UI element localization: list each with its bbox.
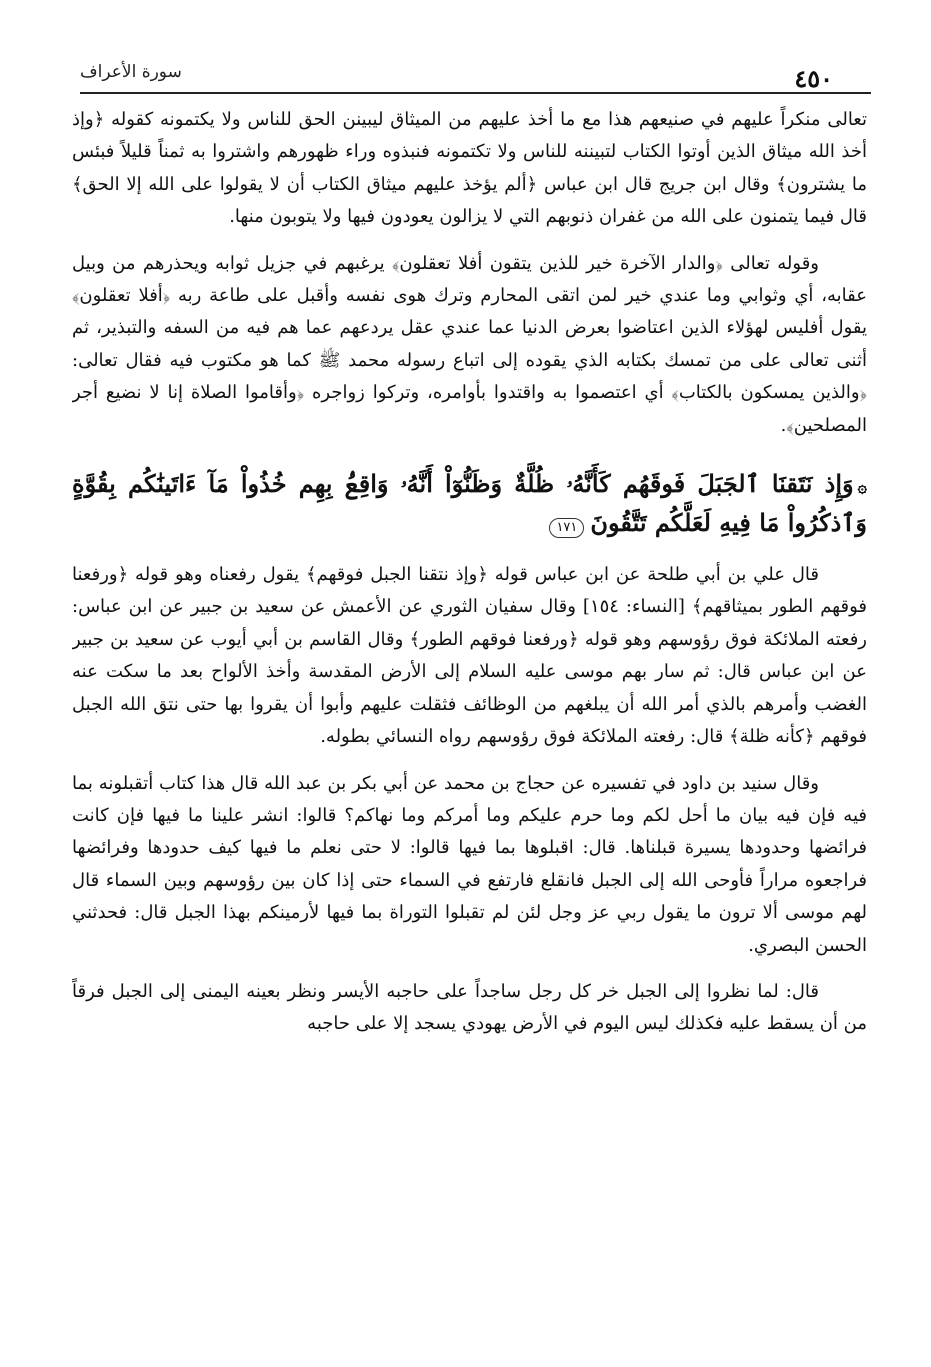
paragraph-3: قال علي بن أبي طلحة عن ابن عباس قوله ﴿وإذ نتقنا الجبل فوقهم﴾ يقول رفعناه وهو قوله ﴿ورفعنا فوقهم الطور بميثاقهم﴾ [النساء: ١٥٤] وقال سفيان الثوري عن الأعمش عن سعيد بن جبير عن ابن عباس: رفعته الملائكة فوق رؤوسهم وهو قوله ﴿ورفعنا فوقهم الطور﴾ وقال القاسم بن أبي أيوب عن سعيد بن جبير عن ابن عباس قال: ثم سار بهم موسى عليه السلام إلى الأرض المقدسة وأخذ الألواح بعد ما سكت عنه الغضب وأمرهم بالذي أمر الله أن يبلغهم من الوظائف فثقلت عليهم وأبوا أن يقروا بها حتى نتق الله الجبل فوقهم ﴿كأنه ظلة﴾ قال: رفعته الملائكة فوق رؤوسهم رواه النسائي بطوله. <box>72 564 867 748</box>
paragraph-2: وقوله تعالى ﴿والدار الآخرة خير للذين يتقون أفلا تعقلون﴾ يرغبهم في جزيل ثوابه ويحذرهم من وبيل عقابه، أي وثوابي وما عندي خير لمن اتقى المحارم وترك هوى نفسه وأقبل على طاعة ربه ﴿أفلا تعقلون﴾ يقول أفليس لهؤلاء الذين اعتاضوا بعرض الدنيا عما عندي عقل يردعهم عما هم فيه من السفه والتبذير، ثم أثنى تعالى على من تمسك بكتابه الذي يقوده إلى اتباع رسوله محمد ﷺ كما هو مكتوب فيه فقال تعالى: ﴿والذين يمسكون بالكتاب﴾ أي اعتصموا به واقتدوا بأوامره، وتركوا زواجره ﴿وأقاموا الصلاة إنا لا نضيع أجر المصلحين﴾. <box>72 252 867 436</box>
paragraph-4: وقال سنيد بن داود في تفسيره عن حجاج بن محمد عن أبي بكر بن عبد الله قال هذا كتاب أتقبلونه بما فيه فإن فيه بيان ما أحل لكم وما حرم عليكم وما أمركم وما نهاكم؟ قالوا: انشر علينا ما فيها فإن كانت فرائضها وحدودها يسيرة قبلناها. قال: اقبلوها بما فيها قالوا: لا حتى نعلم ما فيها كيف حدودها وفرائضها فراجعوه مراراً فأوحى الله إلى الجبل فانقلع فارتفع في السماء حتى إذا كان بين رؤوسهم وبين السماء قال لهم موسى ألا ترون ما يقول ربي عز وجل لئن لم تقبلوا التوراة بما فيها لأرمينكم بهذا الجبل قال: فحدثني الحسن البصري. <box>72 772 867 956</box>
verse-ornament-icon: ۞ <box>857 477 867 497</box>
header-rule <box>80 92 871 94</box>
paragraph-1: تعالى منكراً عليهم في صنيعهم هذا مع ما أخذ عليهم من الميثاق ليبينن الحق للناس ولا يكتمونه كقوله ﴿وإذ أخذ الله ميثاق الذين أوتوا الكتاب لتبيننه للناس ولا تكتمونه فنبذوه وراء ظهورهم واشتروا به ثمناً قليلاً فبئس ما يشترون﴾ وقال ابن جريج قال ابن عباس ﴿ألم يؤخذ عليهم ميثاق الكتاب أن لا يقولوا على الله إلا الحق﴾ قال فيما يتمنون على الله من غفران ذنوبهم التي لا يزالون يعودون فيها ولا يتوبون منها. <box>72 109 867 228</box>
page-body <box>72 104 867 1357</box>
quran-verse <box>72 466 867 541</box>
paragraph-5: قال: لما نظروا إلى الجبل خر كل رجل ساجداً على حاجبه الأيسر ونظر بعينه اليمنى إلى الجبل فرقاً من أن يسقط عليه فكذلك ليس اليوم في الأرض يهودي يسجد إلا على حاجبه <box>72 980 867 1035</box>
verse-number: ١٧١ <box>549 518 584 538</box>
surah-name: سورة الأعراف <box>80 62 182 82</box>
page-number: ٤٥٠ <box>794 64 833 93</box>
verse-text: وَإِذ نَتَقنَا ٱلجَبَلَ فَوقَهُم كَأَنَّهُۥ ظُلَّةٌ وَظَنُّوٓاْ أَنَّهُۥ وَاقِعُۢ بِهِم خُذُواْ مَآ ءَاتَينَٰكُم بِقُوَّةٍ وَٱذكُرُواْ مَا فِيهِ لَعَلَّكُم تَتَّقُونَ <box>72 469 867 538</box>
